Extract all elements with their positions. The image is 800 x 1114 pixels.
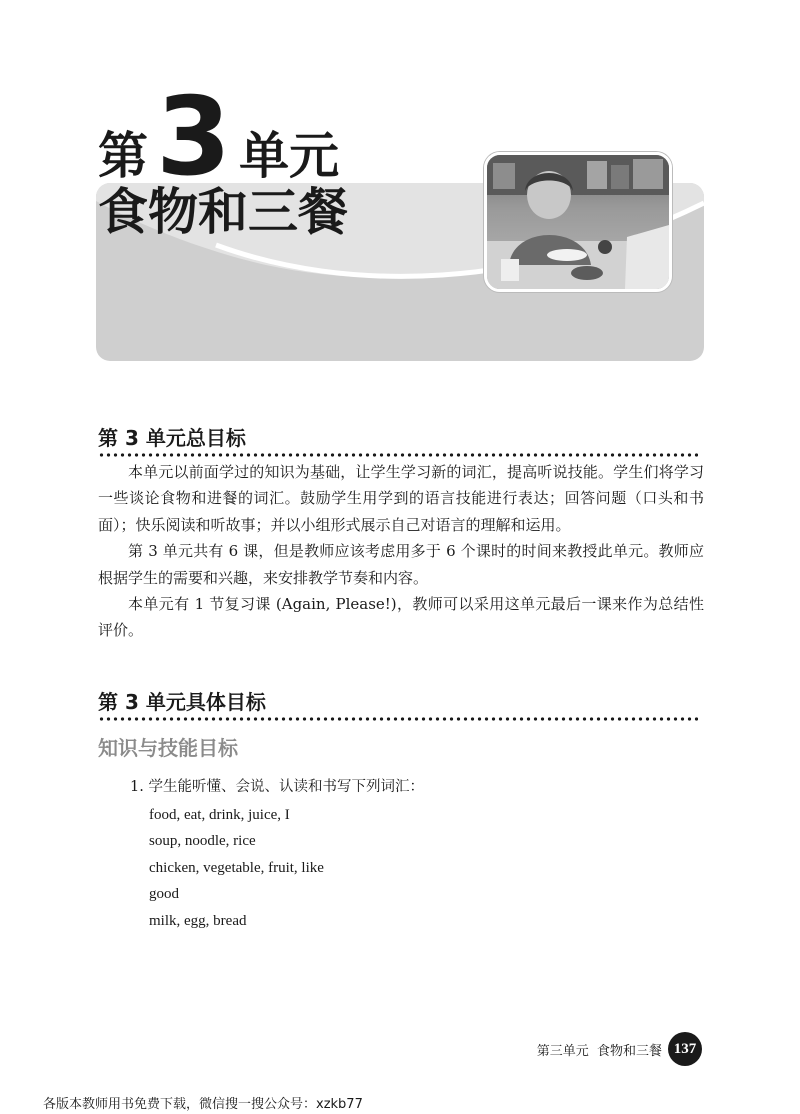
specific-goals-heading	[98, 689, 698, 715]
download-note: 各版本教师用书免费下载，微信搜一搜公众号：xzkb77	[43, 1097, 363, 1112]
unit-prefix: 第	[98, 127, 148, 185]
vocab-line: food, eat, drink, juice, I	[149, 807, 290, 823]
unit-subtitle: 食物和三餐	[98, 183, 348, 241]
paragraph: 本单元有 1 节复习课 (Again, Please!)，教师可以采用这单元最后一课来作为总结性评价。	[98, 595, 704, 640]
page-number: 137	[668, 1032, 702, 1066]
vocab-line: good	[149, 886, 179, 903]
unit-photo	[484, 152, 672, 292]
overall-goals-body	[98, 459, 704, 644]
vocab-line: milk, egg, bread	[149, 912, 247, 929]
unit-number: 3	[156, 75, 230, 200]
paragraph: 第 3 单元共有 6 课，但是教师应该考虑用多于 6 个课时的时间来教授此单元。教师应根据学生的需要和兴趣，来安排教学节奏和内容。	[98, 542, 704, 587]
running-title: 第三单元 食物和三餐	[536, 1043, 662, 1059]
overall-goals-heading	[98, 425, 698, 451]
dotted-divider	[98, 453, 698, 457]
vocab-line: chicken, vegetable, fruit, like	[149, 859, 324, 876]
paragraph: 本单元以前面学过的知识为基础，让学生学习新的词汇，提高听说技能。学生们将学习一些谈论食物和进餐的词汇。鼓励学生用学到的语言技能进行表达；回答问题（口头和书面）；快乐阅读和听故事；并以小组形式展示自己对语言的理解和运用。	[98, 463, 704, 534]
unit-title	[98, 75, 348, 241]
unit-suffix: 单元	[239, 127, 340, 185]
knowledge-skills-subheading: 知识与技能目标	[98, 736, 238, 760]
dotted-divider	[98, 717, 698, 721]
specific-goals-heading-text: 第 3 单元具体目标	[98, 690, 266, 714]
overall-goals-heading-text: 第 3 单元总目标	[98, 426, 246, 450]
vocab-list-intro: 1. 学生能听懂、会说、认读和书写下列词汇：	[130, 779, 424, 795]
page-footer	[537, 1032, 702, 1066]
vocab-list	[149, 802, 324, 934]
vocab-line: soup, noodle, rice	[149, 833, 256, 850]
